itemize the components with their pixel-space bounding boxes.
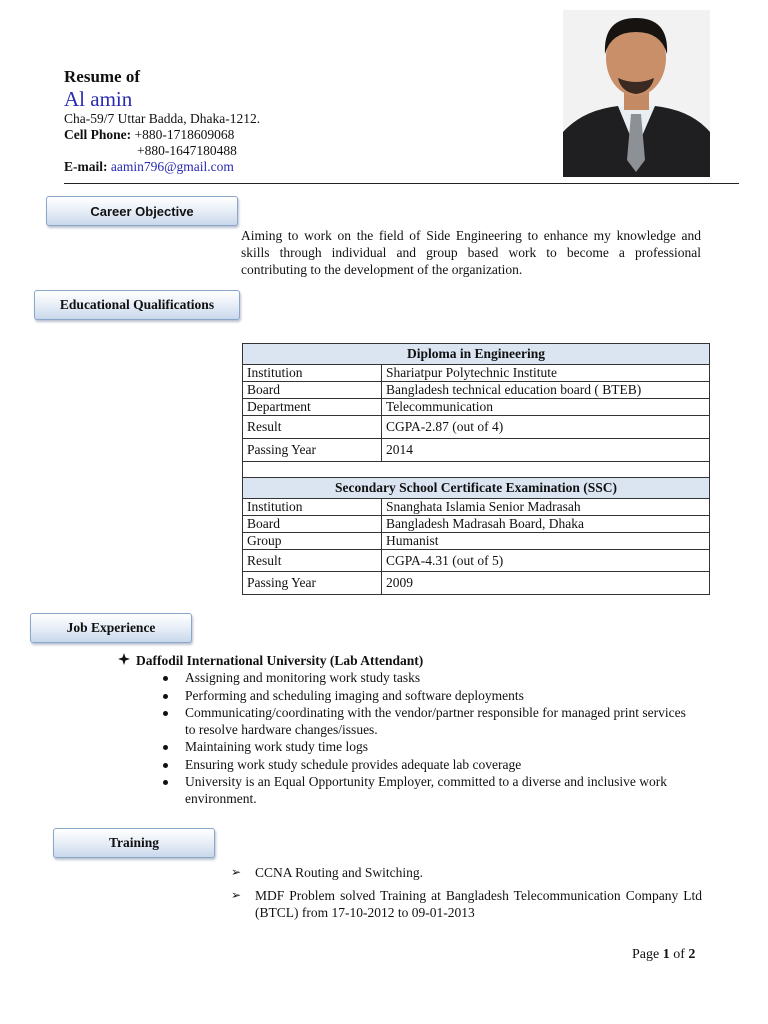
table-row: [243, 516, 710, 533]
page-word: Page: [632, 947, 660, 962]
row-value: Bangladesh Madrasah Board, Dhaka: [382, 516, 710, 533]
profile-photo: [563, 10, 710, 177]
phone-line-1: [64, 127, 234, 143]
spacer-cell: [243, 462, 710, 478]
email-label: E-mail:: [64, 159, 108, 174]
table-row: [243, 572, 710, 595]
list-item: ➢ CCNA Routing and Switching.: [255, 864, 702, 881]
phone-number-2: +880-1647180488: [137, 143, 237, 158]
table-row: [243, 416, 710, 439]
table-row: [243, 382, 710, 399]
section-job-experience: Job Experience: [30, 613, 192, 643]
row-label: Result: [243, 416, 382, 439]
table-row: [243, 499, 710, 516]
ssc-title: Secondary School Certificate Examination (SSC): [243, 478, 710, 499]
job-entry-title: [118, 653, 423, 669]
table-row: [243, 439, 710, 462]
section-educational-qualifications: Educational Qualifications: [34, 290, 240, 320]
diamond-icon: [118, 653, 136, 669]
row-value: CGPA-2.87 (out of 4): [382, 416, 710, 439]
table-row: [243, 533, 710, 550]
row-value: Bangladesh technical education board ( BTEB): [382, 382, 710, 399]
diploma-title: Diploma in Engineering: [243, 344, 710, 365]
list-item: ➢ MDF Problem solved Training at Bangladesh Telecommunication Company Ltd (BTCL) from 17-10-2012 to 09-01-2013: [255, 887, 702, 921]
list-item: Assigning and monitoring work study tasks: [185, 670, 695, 687]
table-row: [243, 550, 710, 572]
job-duties-list: [185, 670, 695, 808]
row-value: Humanist: [382, 533, 710, 550]
phone-number-1: +880-1718609068: [134, 127, 235, 142]
job-title-text: Daffodil International University (Lab Attendant): [136, 653, 424, 668]
row-label: Department: [243, 399, 382, 416]
row-value: 2009: [382, 572, 710, 595]
email-line: [64, 159, 234, 175]
list-item: Performing and scheduling imaging and software deployments: [185, 688, 695, 705]
row-label: Passing Year: [243, 572, 382, 595]
row-value: Snanghata Islamia Senior Madrasah: [382, 499, 710, 516]
row-label: Board: [243, 516, 382, 533]
header-divider: [64, 183, 739, 184]
address: Cha-59/7 Uttar Badda, Dhaka-1212.: [64, 111, 261, 126]
training-list: [255, 864, 702, 927]
row-value: Telecommunication: [382, 399, 710, 416]
row-label: Result: [243, 550, 382, 572]
phone-label: Cell Phone:: [64, 127, 132, 142]
section-training: Training: [53, 828, 215, 858]
ssc-header-row: [243, 478, 710, 499]
candidate-name: Al amin: [64, 87, 133, 111]
row-value: CGPA-4.31 (out of 5): [382, 550, 710, 572]
page-current: 1: [662, 947, 670, 962]
resume-of-label: Resume of: [64, 67, 141, 86]
section-career-objective: Career Objective: [46, 196, 238, 226]
row-label: Board: [243, 382, 382, 399]
row-label: Institution: [243, 365, 382, 382]
row-label: Group: [243, 533, 382, 550]
table-row: [243, 365, 710, 382]
diploma-table: [242, 343, 710, 595]
diploma-header-row: [243, 344, 710, 365]
list-item: Ensuring work study schedule provides adequate lab coverage: [185, 757, 695, 774]
row-label: Institution: [243, 499, 382, 516]
page-total: 2: [688, 947, 696, 962]
list-item: Communicating/coordinating with the vendor/partner responsible for managed print services to resolve hardware changes/issues.: [185, 705, 695, 738]
table-row: [243, 399, 710, 416]
list-item: Maintaining work study time logs: [185, 739, 695, 756]
page-number: [632, 947, 695, 963]
career-objective-text: Aiming to work on the field of Side Engineering to enhance my knowledge and skills through individual and group based work to become a professional contributing to the development of the organization.: [241, 228, 701, 277]
row-label: Passing Year: [243, 439, 382, 462]
row-value: Shariatpur Polytechnic Institute: [382, 365, 710, 382]
spacer-row: [243, 462, 710, 478]
of-word: of: [673, 947, 685, 962]
email-link[interactable]: aamin796@gmail.com: [110, 159, 234, 174]
list-item: University is an Equal Opportunity Employer, committed to a diverse and inclusive work environment.: [185, 774, 695, 807]
row-value: 2014: [382, 439, 710, 462]
